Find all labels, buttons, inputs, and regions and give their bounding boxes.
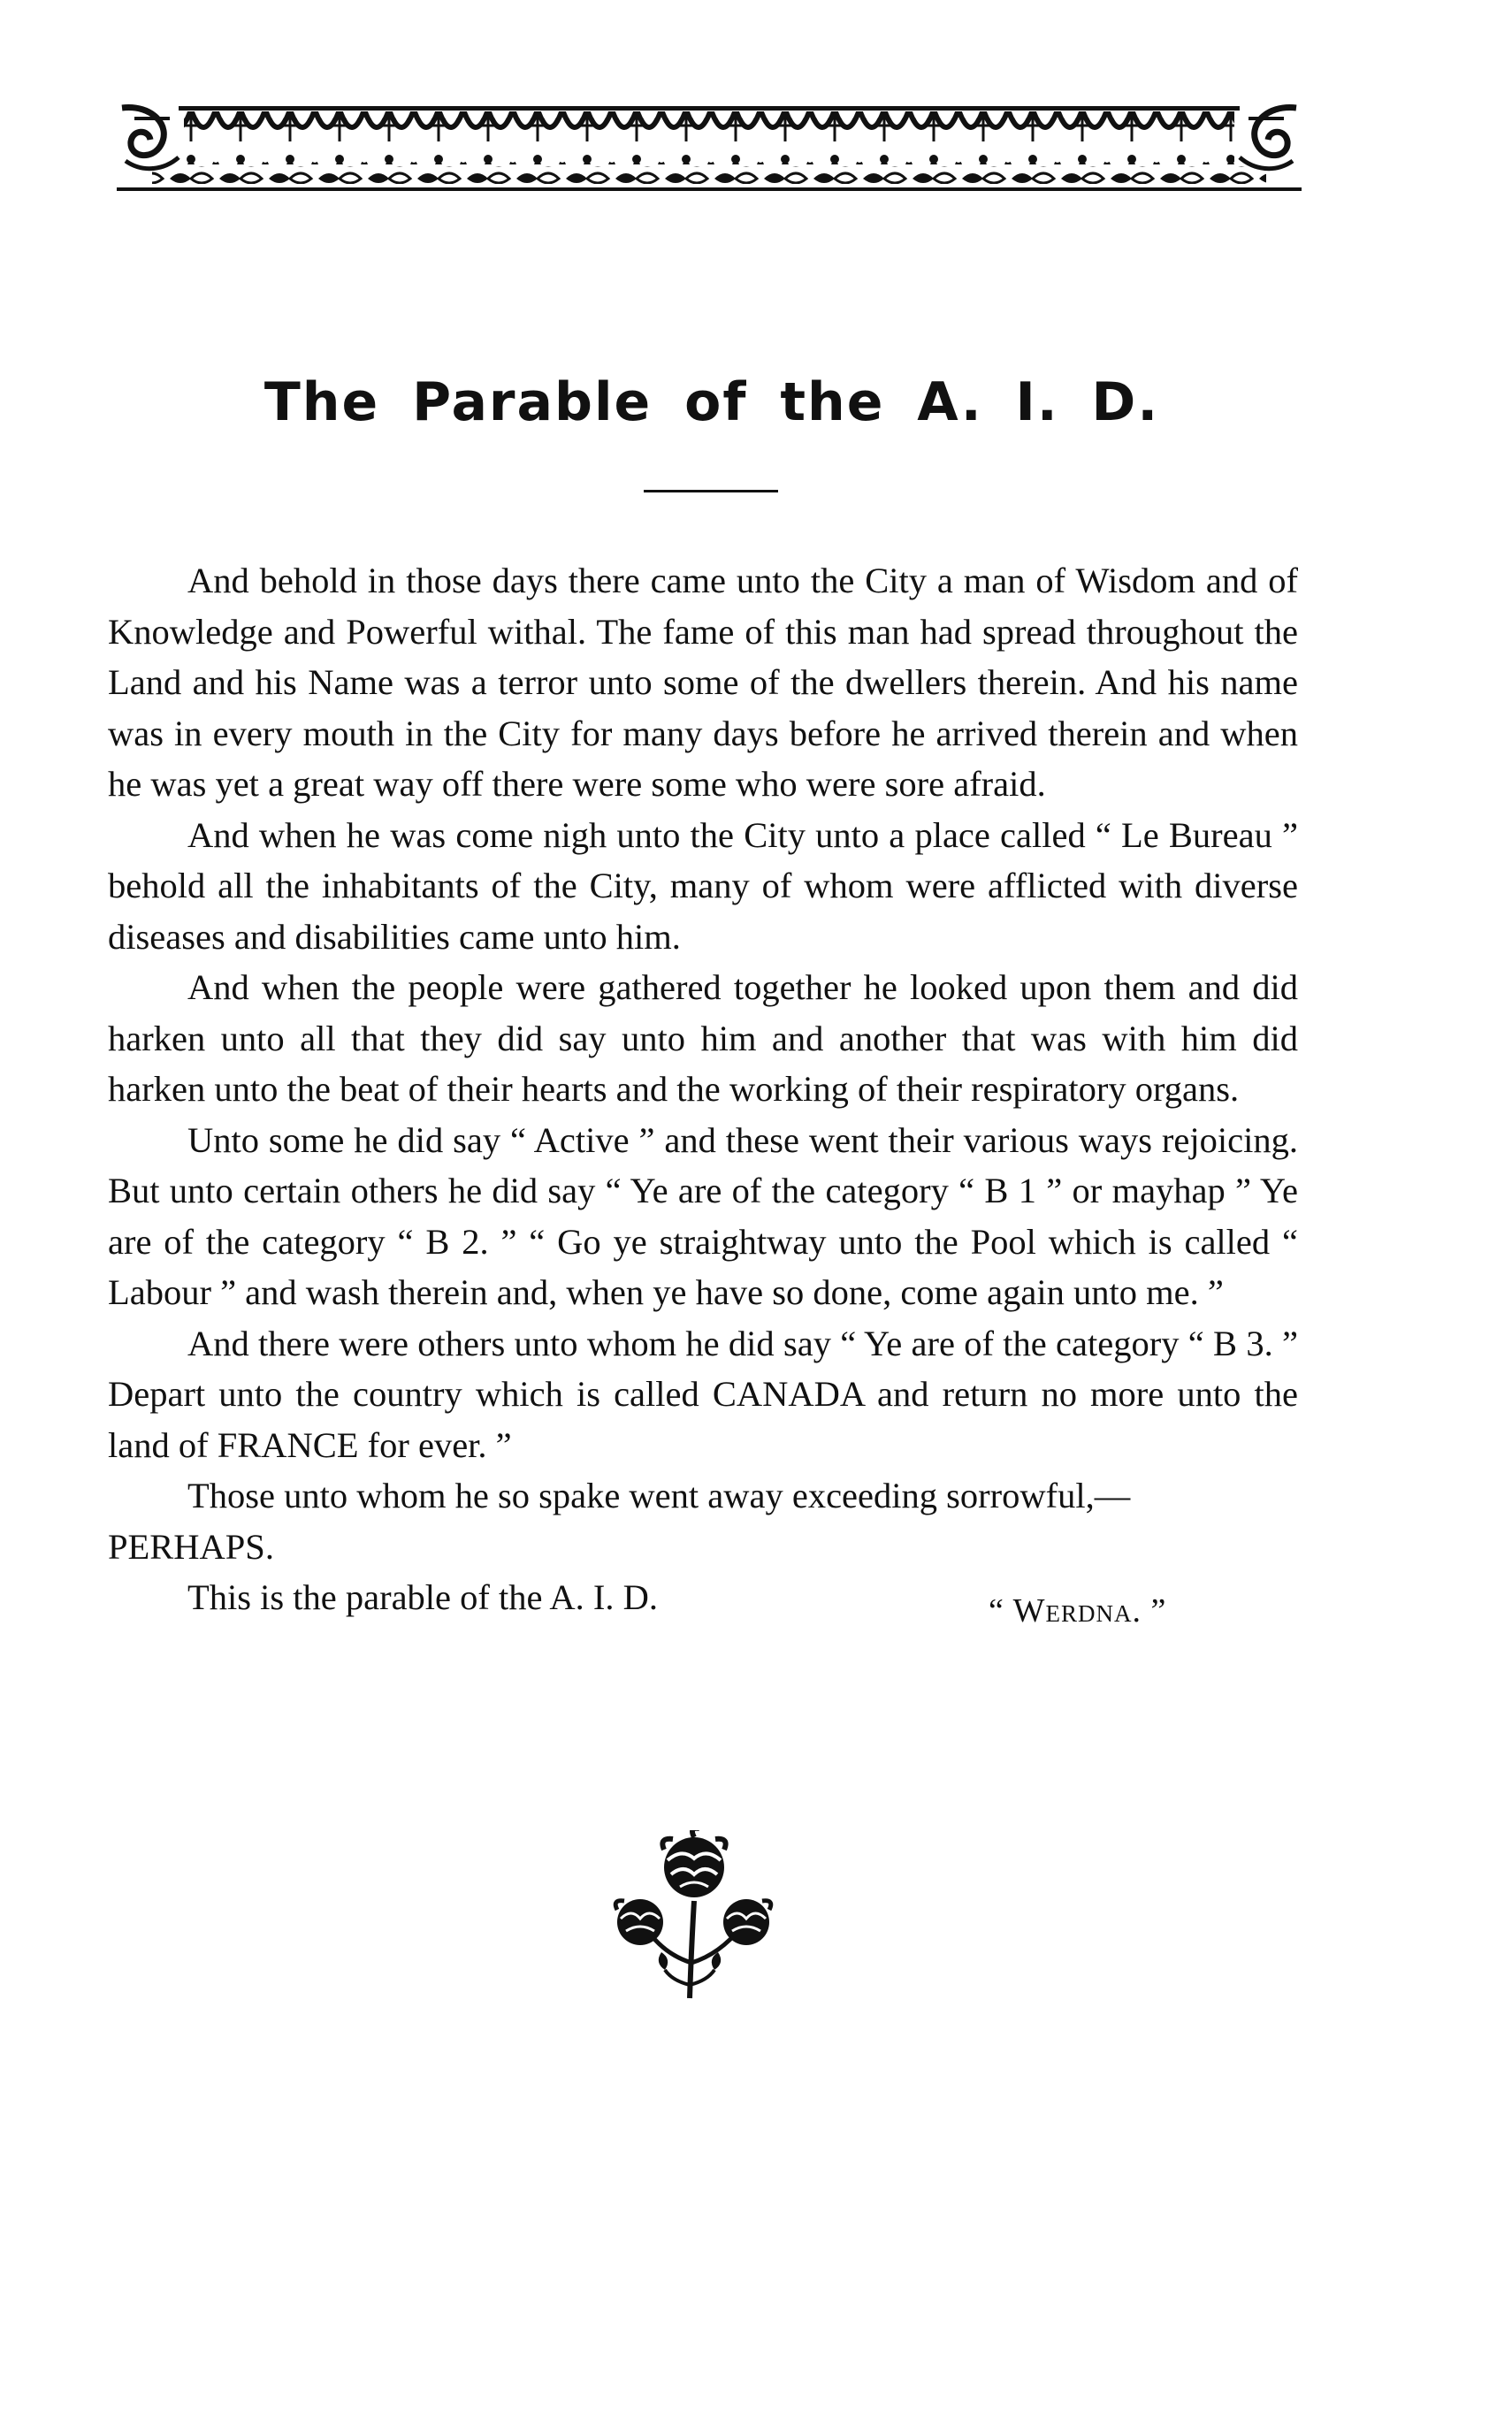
author-signature (989, 1591, 1166, 1630)
signature-text: “ Werdna. ” (989, 1592, 1167, 1629)
paragraph: And when he was come nigh unto the City unto a place called “ Le Bureau ” behold all the inhabitants of the City, many of whom were afflicted with diverse diseases and disabilities came unto him. (108, 814, 1298, 957)
paragraph: This is the parable of the A. I. D. (187, 1577, 658, 1617)
title-divider (644, 490, 778, 492)
paragraph: And there were others unto whom he did say “ Ye are of the category “ B 3. ” Depart unto the country which is called CANADA and return no more unto the land of FRANCE for ever. ” (108, 1323, 1298, 1465)
flower-ornament-icon (610, 1830, 778, 2007)
page-title: The Parable of the A. I. D. (263, 371, 1160, 433)
paragraph: And when the people were gathered together he looked upon them and did harken unto all that they did say unto him and another that was with him did harken unto the beat of their hearts and the working of their respiratory organs. (108, 967, 1298, 1109)
paragraph: And behold in those days there came unto the City a man of Wisdom and of Knowledge and Powerful withal. The fame of this man had spread throughout the Land and his Name was a terror unto some of the dwellers therein. And his name was in every mouth in the City for many days before he arrived therein and when he was yet a great way off there were some who were sore afraid. (108, 561, 1298, 804)
paragraph: Those unto whom he so spake went away exceeding sorrowful,— PERHAPS. (108, 1476, 1131, 1567)
decorative-border-icon (117, 99, 1302, 196)
parable-text (108, 555, 1298, 1623)
paragraph: Unto some he did say “ Active ” and these went their various ways rejoicing. But unto certain others he did say “ Ye are of the category “ B 1 ” or mayhap ” Ye are of the category “ B 2. ” “ Go ye straightway unto the Pool which is called “ Labour ” and wash therein and, when ye have so done, come again unto me. ” (108, 1119, 1298, 1312)
